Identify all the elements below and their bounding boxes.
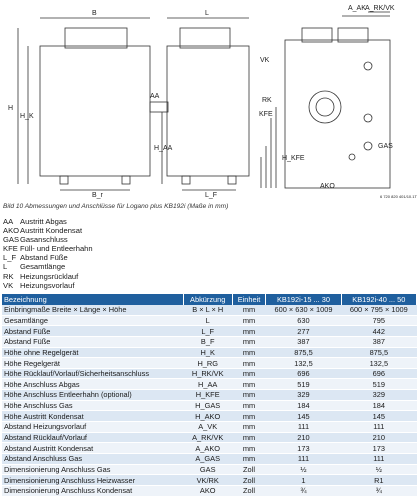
table-cell: 277 bbox=[266, 326, 341, 337]
table-cell: Höhe Anschluss Abgas bbox=[2, 379, 183, 390]
table-cell: Höhe Anschluss Entleerhahn (optional) bbox=[2, 390, 183, 401]
table-cell: 875,5 bbox=[266, 347, 341, 358]
table-header-cell: Einheit bbox=[232, 294, 266, 305]
table-cell: Höhe Rücklauf/Vorlauf/Sicherheitsanschluss bbox=[2, 368, 183, 379]
table-cell: Abstand Austritt Kondensat bbox=[2, 443, 183, 454]
legend-text: Gasanschluss bbox=[20, 235, 68, 245]
table-cell: Abstand Rücklauf/Vorlauf bbox=[2, 432, 183, 443]
legend-abbreviation: AA bbox=[3, 217, 14, 226]
table-header-cell: Abkürzung bbox=[183, 294, 232, 305]
dim-L: L bbox=[205, 10, 209, 17]
table-cell: H_RG bbox=[183, 358, 232, 369]
table-cell: 210 bbox=[266, 432, 341, 443]
table-cell: ¾ bbox=[341, 485, 416, 496]
legend-row bbox=[3, 217, 93, 226]
table-cell: mm bbox=[232, 390, 266, 401]
dim-LF: L_F bbox=[205, 192, 218, 199]
table-header-cell: KB192i-15 ... 30 bbox=[266, 294, 341, 305]
table-row bbox=[2, 453, 417, 464]
flue-outlet-inner bbox=[316, 98, 334, 116]
table-cell: 210 bbox=[341, 432, 416, 443]
table-cell: A_AKO bbox=[183, 443, 232, 454]
table-row bbox=[2, 347, 417, 358]
table-cell: Höhe Anschluss Gas bbox=[2, 400, 183, 411]
table-cell: 173 bbox=[266, 443, 341, 454]
legend-text: Gesamtlänge bbox=[20, 262, 66, 272]
figure-caption: Bild 10 Abmessungen und Anschlüsse für Logano plus KB192i (Maße in mm) bbox=[3, 203, 229, 210]
table-cell: A_VK bbox=[183, 422, 232, 433]
legend-row bbox=[3, 253, 93, 262]
legend-text: Heizungsrücklauf bbox=[20, 271, 79, 281]
table-cell: 696 bbox=[266, 368, 341, 379]
table-cell: 184 bbox=[266, 400, 341, 411]
table-cell: B_F bbox=[183, 336, 232, 347]
table-cell: 875,5 bbox=[341, 347, 416, 358]
legend-abbreviation: RK bbox=[3, 271, 14, 281]
dim-Br: B_r bbox=[92, 192, 103, 199]
table-row bbox=[2, 379, 417, 390]
legend-abbreviation: KFE bbox=[3, 244, 18, 254]
label-VK: VK bbox=[260, 57, 270, 64]
table-cell: GAS bbox=[183, 464, 232, 475]
table-cell: mm bbox=[232, 400, 266, 411]
table-cell: mm bbox=[232, 305, 266, 315]
legend-abbreviation: AKO bbox=[3, 226, 20, 236]
table-cell: 600 × 630 × 1009 bbox=[266, 305, 341, 315]
front-foot-left bbox=[60, 176, 68, 184]
front-view-controller bbox=[65, 28, 127, 48]
dim-ARKVK: A_RK/VK bbox=[365, 5, 395, 12]
table-row bbox=[2, 422, 417, 433]
dim-H: H bbox=[8, 105, 14, 112]
drawing-code: 6 720 820 401/10.1T bbox=[380, 194, 417, 199]
table-cell: ½ bbox=[266, 464, 341, 475]
front-foot-right bbox=[122, 176, 130, 184]
legend-abbreviation: VK bbox=[3, 280, 14, 290]
boiler-dimension-drawing bbox=[0, 0, 419, 200]
table-cell: Höhe ohne Regelgerät bbox=[2, 347, 183, 358]
table-cell: mm bbox=[232, 336, 266, 347]
table-cell: mm bbox=[232, 315, 266, 326]
table-cell: Abstand Anschluss Gas bbox=[2, 453, 183, 464]
table-cell: mm bbox=[232, 358, 266, 369]
table-row bbox=[2, 305, 417, 315]
abbreviation-legend bbox=[3, 217, 93, 290]
table-row bbox=[2, 326, 417, 337]
table-cell: Abstand Heizungsvorlauf bbox=[2, 422, 183, 433]
label-AA: AA bbox=[150, 93, 160, 100]
table-row bbox=[2, 411, 417, 422]
dim-B: B bbox=[92, 10, 97, 17]
flue-outlet bbox=[309, 91, 341, 123]
legend-row bbox=[3, 262, 93, 271]
table-cell: mm bbox=[232, 422, 266, 433]
table-cell: Zoll bbox=[232, 464, 266, 475]
table-cell: 1 bbox=[266, 475, 341, 486]
flow-connection bbox=[364, 62, 372, 70]
legend-text: Austritt Kondensat bbox=[20, 226, 83, 236]
legend-text: Austritt Abgas bbox=[20, 217, 67, 226]
front-view-body bbox=[40, 46, 150, 176]
legend-row bbox=[3, 235, 93, 244]
legend-text: Abstand Füße bbox=[20, 253, 68, 263]
side-view-controller bbox=[180, 28, 230, 48]
table-cell: Zoll bbox=[232, 475, 266, 486]
table-cell: Zoll bbox=[232, 485, 266, 496]
table-cell: 111 bbox=[266, 453, 341, 464]
table-cell: 132,5 bbox=[341, 358, 416, 369]
table-cell: 442 bbox=[341, 326, 416, 337]
table-cell: Dimensionierung Anschluss Kondensat bbox=[2, 485, 183, 496]
side-view-flue bbox=[150, 102, 168, 112]
table-cell: L bbox=[183, 315, 232, 326]
table-cell: B × L × H bbox=[183, 305, 232, 315]
table-cell: Abstand Füße bbox=[2, 326, 183, 337]
table-cell: 329 bbox=[341, 390, 416, 401]
table-row bbox=[2, 336, 417, 347]
table-cell: 630 bbox=[266, 315, 341, 326]
table-row bbox=[2, 400, 417, 411]
side-foot-left bbox=[182, 176, 190, 184]
table-row bbox=[2, 368, 417, 379]
table-cell: mm bbox=[232, 379, 266, 390]
legend-row bbox=[3, 272, 93, 281]
table-cell: 132,5 bbox=[266, 358, 341, 369]
table-cell: 111 bbox=[266, 422, 341, 433]
table-cell: mm bbox=[232, 443, 266, 454]
table-cell: 387 bbox=[266, 336, 341, 347]
table-row bbox=[2, 358, 417, 369]
table-cell: 145 bbox=[266, 411, 341, 422]
table-row bbox=[2, 485, 417, 496]
table-cell: mm bbox=[232, 368, 266, 379]
legend-abbreviation: L bbox=[3, 262, 8, 272]
fill-drain-valve bbox=[349, 154, 355, 160]
table-cell: H_AA bbox=[183, 379, 232, 390]
table-cell: Abstand Füße bbox=[2, 336, 183, 347]
table-row bbox=[2, 315, 417, 326]
table-cell: 519 bbox=[266, 379, 341, 390]
gas-connection bbox=[364, 142, 372, 150]
rear-view-body bbox=[285, 40, 390, 188]
side-foot-right bbox=[228, 176, 236, 184]
table-row bbox=[2, 464, 417, 475]
legend-text: Heizungsvorlauf bbox=[20, 280, 75, 290]
table-cell: mm bbox=[232, 411, 266, 422]
table-cell: AKO bbox=[183, 485, 232, 496]
table-cell: mm bbox=[232, 432, 266, 443]
table-row bbox=[2, 443, 417, 454]
legend-text: Füll- und Entleerhahn bbox=[20, 244, 93, 254]
table-cell: 600 × 795 × 1009 bbox=[341, 305, 416, 315]
label-RK: RK bbox=[262, 97, 272, 104]
table-header-cell: KB192i-40 ... 50 bbox=[341, 294, 416, 305]
table-cell: Gesamtlänge bbox=[2, 315, 183, 326]
table-cell: 145 bbox=[341, 411, 416, 422]
side-view-body bbox=[167, 46, 249, 176]
table-header-cell: Bezeichnung bbox=[2, 294, 183, 305]
table-cell: Einbringmaße Breite × Länge × Höhe bbox=[2, 305, 183, 315]
legend-row bbox=[3, 281, 93, 290]
table-cell: 387 bbox=[341, 336, 416, 347]
table-cell: ¾ bbox=[266, 485, 341, 496]
label-KFE: KFE bbox=[259, 111, 273, 118]
table-row bbox=[2, 432, 417, 443]
table-cell: 519 bbox=[341, 379, 416, 390]
table-cell: ½ bbox=[341, 464, 416, 475]
table-cell: 184 bbox=[341, 400, 416, 411]
table-cell: mm bbox=[232, 347, 266, 358]
table-row bbox=[2, 475, 417, 486]
table-cell: mm bbox=[232, 453, 266, 464]
table-cell: 795 bbox=[341, 315, 416, 326]
table-cell: VK/RK bbox=[183, 475, 232, 486]
dim-HAA: H_AA bbox=[154, 145, 173, 152]
table-cell: A_GAS bbox=[183, 453, 232, 464]
table-cell: R1 bbox=[341, 475, 416, 486]
table-cell: Höhe Regelgerät bbox=[2, 358, 183, 369]
table-cell: Dimensionierung Anschluss Gas bbox=[2, 464, 183, 475]
legend-row bbox=[3, 226, 93, 235]
table-cell: H_K bbox=[183, 347, 232, 358]
legend-abbreviation: L_F bbox=[3, 253, 17, 263]
return-connection bbox=[364, 114, 372, 122]
table-cell: H_RK/VK bbox=[183, 368, 232, 379]
legend-abbreviation: GAS bbox=[3, 235, 20, 245]
table-cell: 111 bbox=[341, 422, 416, 433]
table-cell: 696 bbox=[341, 368, 416, 379]
table-cell: Dimensionierung Anschluss Heizwasser bbox=[2, 475, 183, 486]
table-cell: 329 bbox=[266, 390, 341, 401]
dim-AAK: A_AK bbox=[348, 5, 366, 12]
dim-HKFE: H_KFE bbox=[282, 155, 305, 162]
table-cell: H_GAS bbox=[183, 400, 232, 411]
label-AKO: AKO bbox=[320, 183, 335, 190]
table-cell: A_RK/VK bbox=[183, 432, 232, 443]
table-cell: Höhe Austritt Kondensat bbox=[2, 411, 183, 422]
table-cell: mm bbox=[232, 326, 266, 337]
dimension-table bbox=[2, 294, 417, 497]
table-cell: 173 bbox=[341, 443, 416, 454]
table-cell: H_KFE bbox=[183, 390, 232, 401]
table-cell: H_AKO bbox=[183, 411, 232, 422]
label-GAS: GAS bbox=[378, 143, 393, 150]
legend-row bbox=[3, 244, 93, 253]
table-cell: L_F bbox=[183, 326, 232, 337]
dim-HK: H_K bbox=[20, 113, 34, 120]
table-cell: 111 bbox=[341, 453, 416, 464]
table-row bbox=[2, 390, 417, 401]
